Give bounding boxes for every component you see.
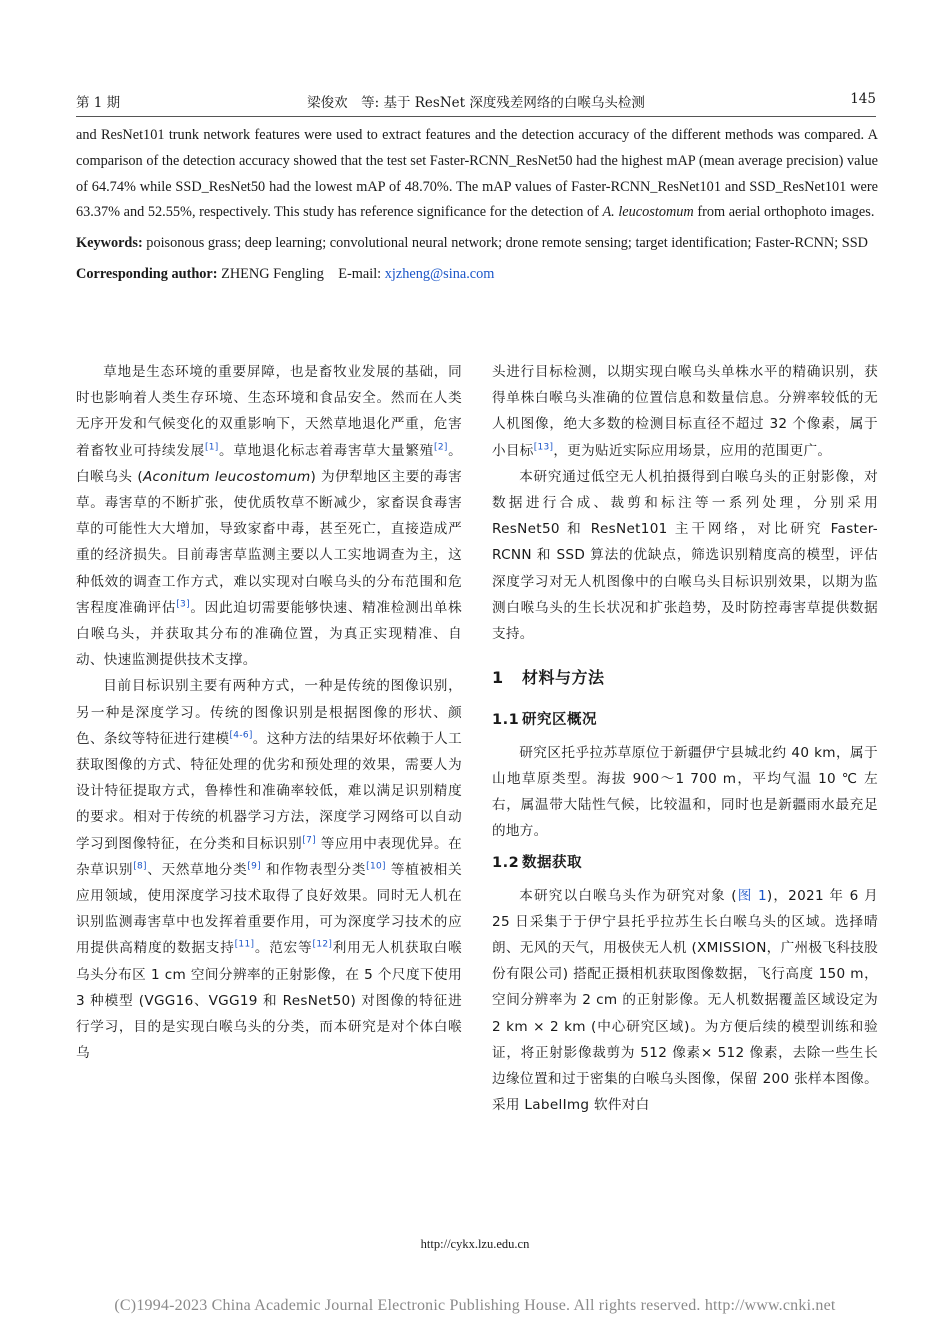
figure-1-link[interactable]: 图 1 (736, 887, 767, 904)
citation-2[interactable]: [2] (434, 442, 448, 453)
intro-paragraph-1: 草地是生态环境的重要屏障，也是畜牧业发展的基础，同时也影响着人类生存环境、生态环境和食品安全。然而在人类无序开发和气候变化的双重影响下，天然草地退化严重，危害着畜牧业可持续发展[1]。草地退化标志着毒害草大量繁殖[2]。白喉乌头 (Aconitum leucostomum) 为伊犁地区主要的毒害草。毒害草的不断扩张，使优质牧草不断减少，家畜误食毒害草的可能性大大增加，导致家畜中毒，甚至死亡，直接造成严重的经济损失。目前毒害草监测主要以人工实地调查为主，这种低效的调查工作方式，难以实现对白喉乌头的分布范围和危害程度准确评估[3]。因此迫切需要能够快速、精准检测出单株白喉乌头，并获取其分布的准确位置，为真正实现精准、自动、快速监测提供技术支撑。 (76, 364, 463, 669)
running-title: 梁俊欢 等: 基于 ResNet 深度残差网络的白喉乌头检测 (307, 95, 645, 111)
keywords: Keywords: poisonous grass; deep learning; convolutional neural network; drone remote sensing; target identification; Faster-RCNN; SSD (76, 235, 868, 252)
citation-9[interactable]: [9] (247, 861, 262, 872)
english-abstract (76, 123, 878, 288)
footer-url[interactable]: http://cykx.lzu.edu.cn (420, 1237, 530, 1251)
latin-name: Aconitum leucostomum (142, 468, 311, 485)
citation-12[interactable]: [12] (312, 939, 333, 950)
citation-13[interactable]: [13] (533, 442, 554, 453)
corresponding-author: Corresponding author: ZHENG Fengling E-mail: xjzheng@sina.com (76, 265, 495, 282)
issue-number: 第 1 期 (76, 95, 121, 111)
intro-paragraph-2-cont: 头进行目标检测，以期实现白喉乌头单株水平的精确识别，获得单株白喉乌头准确的位置信息和数量信息。分辨率较低的无人机图像，绝大多数的检测目标直径不超过 32 个像素，属于小目标[13]，更为贴近实际应用场景，应用的范围更广。 (492, 364, 878, 459)
email-link[interactable]: xjzheng@sina.com (384, 265, 495, 282)
intro-paragraph-2: 目前目标识别主要有两种方式，一种是传统的图像识别，另一种是深度学习。传统的图像识别是根据图像的形状、颜色、条纹等特征进行建模[4-6]。这种方法的结果好坏依赖于人工获取图像的方式、特征处理的优劣和预处理的效果，需要人为设计特征提取方式，鲁棒性和准确率较低，难以满足识别精度的要求。相对于传统的机器学习方法，深度学习网络可以自动学习到图像特征，在分类和目标识别[7] 等应用中表现优异。在杂草识别[8]、天然草地分类[9] 和作物表型分类[10] 等植被相关应用领域，使用深度学习技术取得了良好效果。同时无人机在识别监测毒害草中也发挥着重要作用，可为深度学习技术的应用提供高精度的数据支持[11]。范宏等[12]利用无人机获取白喉乌头分布区 1 cm 空间分辨率的正射影像，在 5 个尺度下使用 3 种模型 (VGG16、VGG19 和 ResNet50) 对图像的特征进行学习，目的是实现白喉乌头的分类，而本研究是对个体白喉乌 (76, 678, 462, 1062)
citation-1[interactable]: [1] (204, 442, 219, 453)
citation-10[interactable]: [10] (366, 861, 386, 872)
citation-3[interactable]: [3] (176, 599, 190, 610)
section-heading-1-1: 1.1 研究区概况 (492, 712, 597, 729)
citation-4-6[interactable]: [4-6] (229, 730, 253, 741)
citation-7[interactable]: [7] (302, 835, 316, 846)
section-heading-1-2: 1.2 数据获取 (492, 855, 582, 872)
email-label: E-mail: (338, 265, 382, 282)
citation-11[interactable]: [11] (234, 939, 255, 950)
page-number: 145 (850, 91, 876, 107)
data-acquisition-paragraph: 本研究以白喉乌头作为研究对象 (图 1)，2021 年 6 月 25 日采集于于伊宁县托乎拉苏生长白喉乌头的区域。选择晴朗、无风的天气，用极侠无人机 (XMISSION，广州极飞科技股份有限公司) 搭配正摄相机获取图像数据，飞行高度 150 m，空间分辨率为 2 cm 的正射影像。无人机数据覆盖区域设定为 2 km × 2 km (中心研究区域)。为方便后续的模型训练和验证，将正射影像裁剪为 512 像素× 512 像素，去除一些生长边缘位置和过于密集的白喉乌头图像，保留 200 张样本图像。采用 LabelImg 软件对白 (492, 887, 878, 1114)
running-header (76, 88, 876, 117)
species-name: A. leucostomum (602, 204, 694, 221)
right-column (492, 359, 878, 1118)
citation-8[interactable]: [8] (133, 861, 147, 872)
study-area-paragraph: 研究区托乎拉苏草原位于新疆伊宁县城北约 40 km，属于山地草原类型。海拔 900～1 700 m，平均气温 10 ℃ 左右，属温带大陆性气候，比较温和，同时也是新疆雨水最充足的地方。 (492, 744, 878, 840)
left-column (76, 359, 462, 1066)
keywords-label: Keywords: (76, 235, 143, 252)
copyright-watermark: (C)1994-2023 China Academic Journal Electronic Publishing House. All rights reserved. http://www.cnki.net (114, 1297, 836, 1314)
corresponding-label: Corresponding author: (76, 265, 218, 282)
abstract-text: and ResNet101 trunk network features were used to extract features and the detection accuracy of the different methods was compared. A comparison of the detection accuracy showed that the test set Faster-RCNN_ResNet50 had the highest mAP (mean average precision) value of 64.74% while SSD_ResNet50 had the lowest mAP of 48.70%. The mAP values of Faster-RCNN_ResNet101 and SSD_ResNet101 were 63.37% and 52.55%, respectively. This study has reference significance for the detection of A. leucostomum from aerial orthophoto images. (76, 127, 878, 221)
section-heading-1: 1 材料与方法 (492, 668, 605, 688)
intro-paragraph-3: 本研究通过低空无人机拍摄得到白喉乌头的正射影像，对数据进行合成、裁剪和标注等一系列处理，分别采用 ResNet50 和 ResNet101 主干网络，对比研究 Faster-RCNN 和 SSD 算法的优缺点，筛选识别精度高的模型，评估深度学习对无人机图像中的白喉乌头目标识别效果，以期为监测白喉乌头的生长状况和扩张趋势，及时防控毒害草提供数据支持。 (492, 468, 878, 643)
